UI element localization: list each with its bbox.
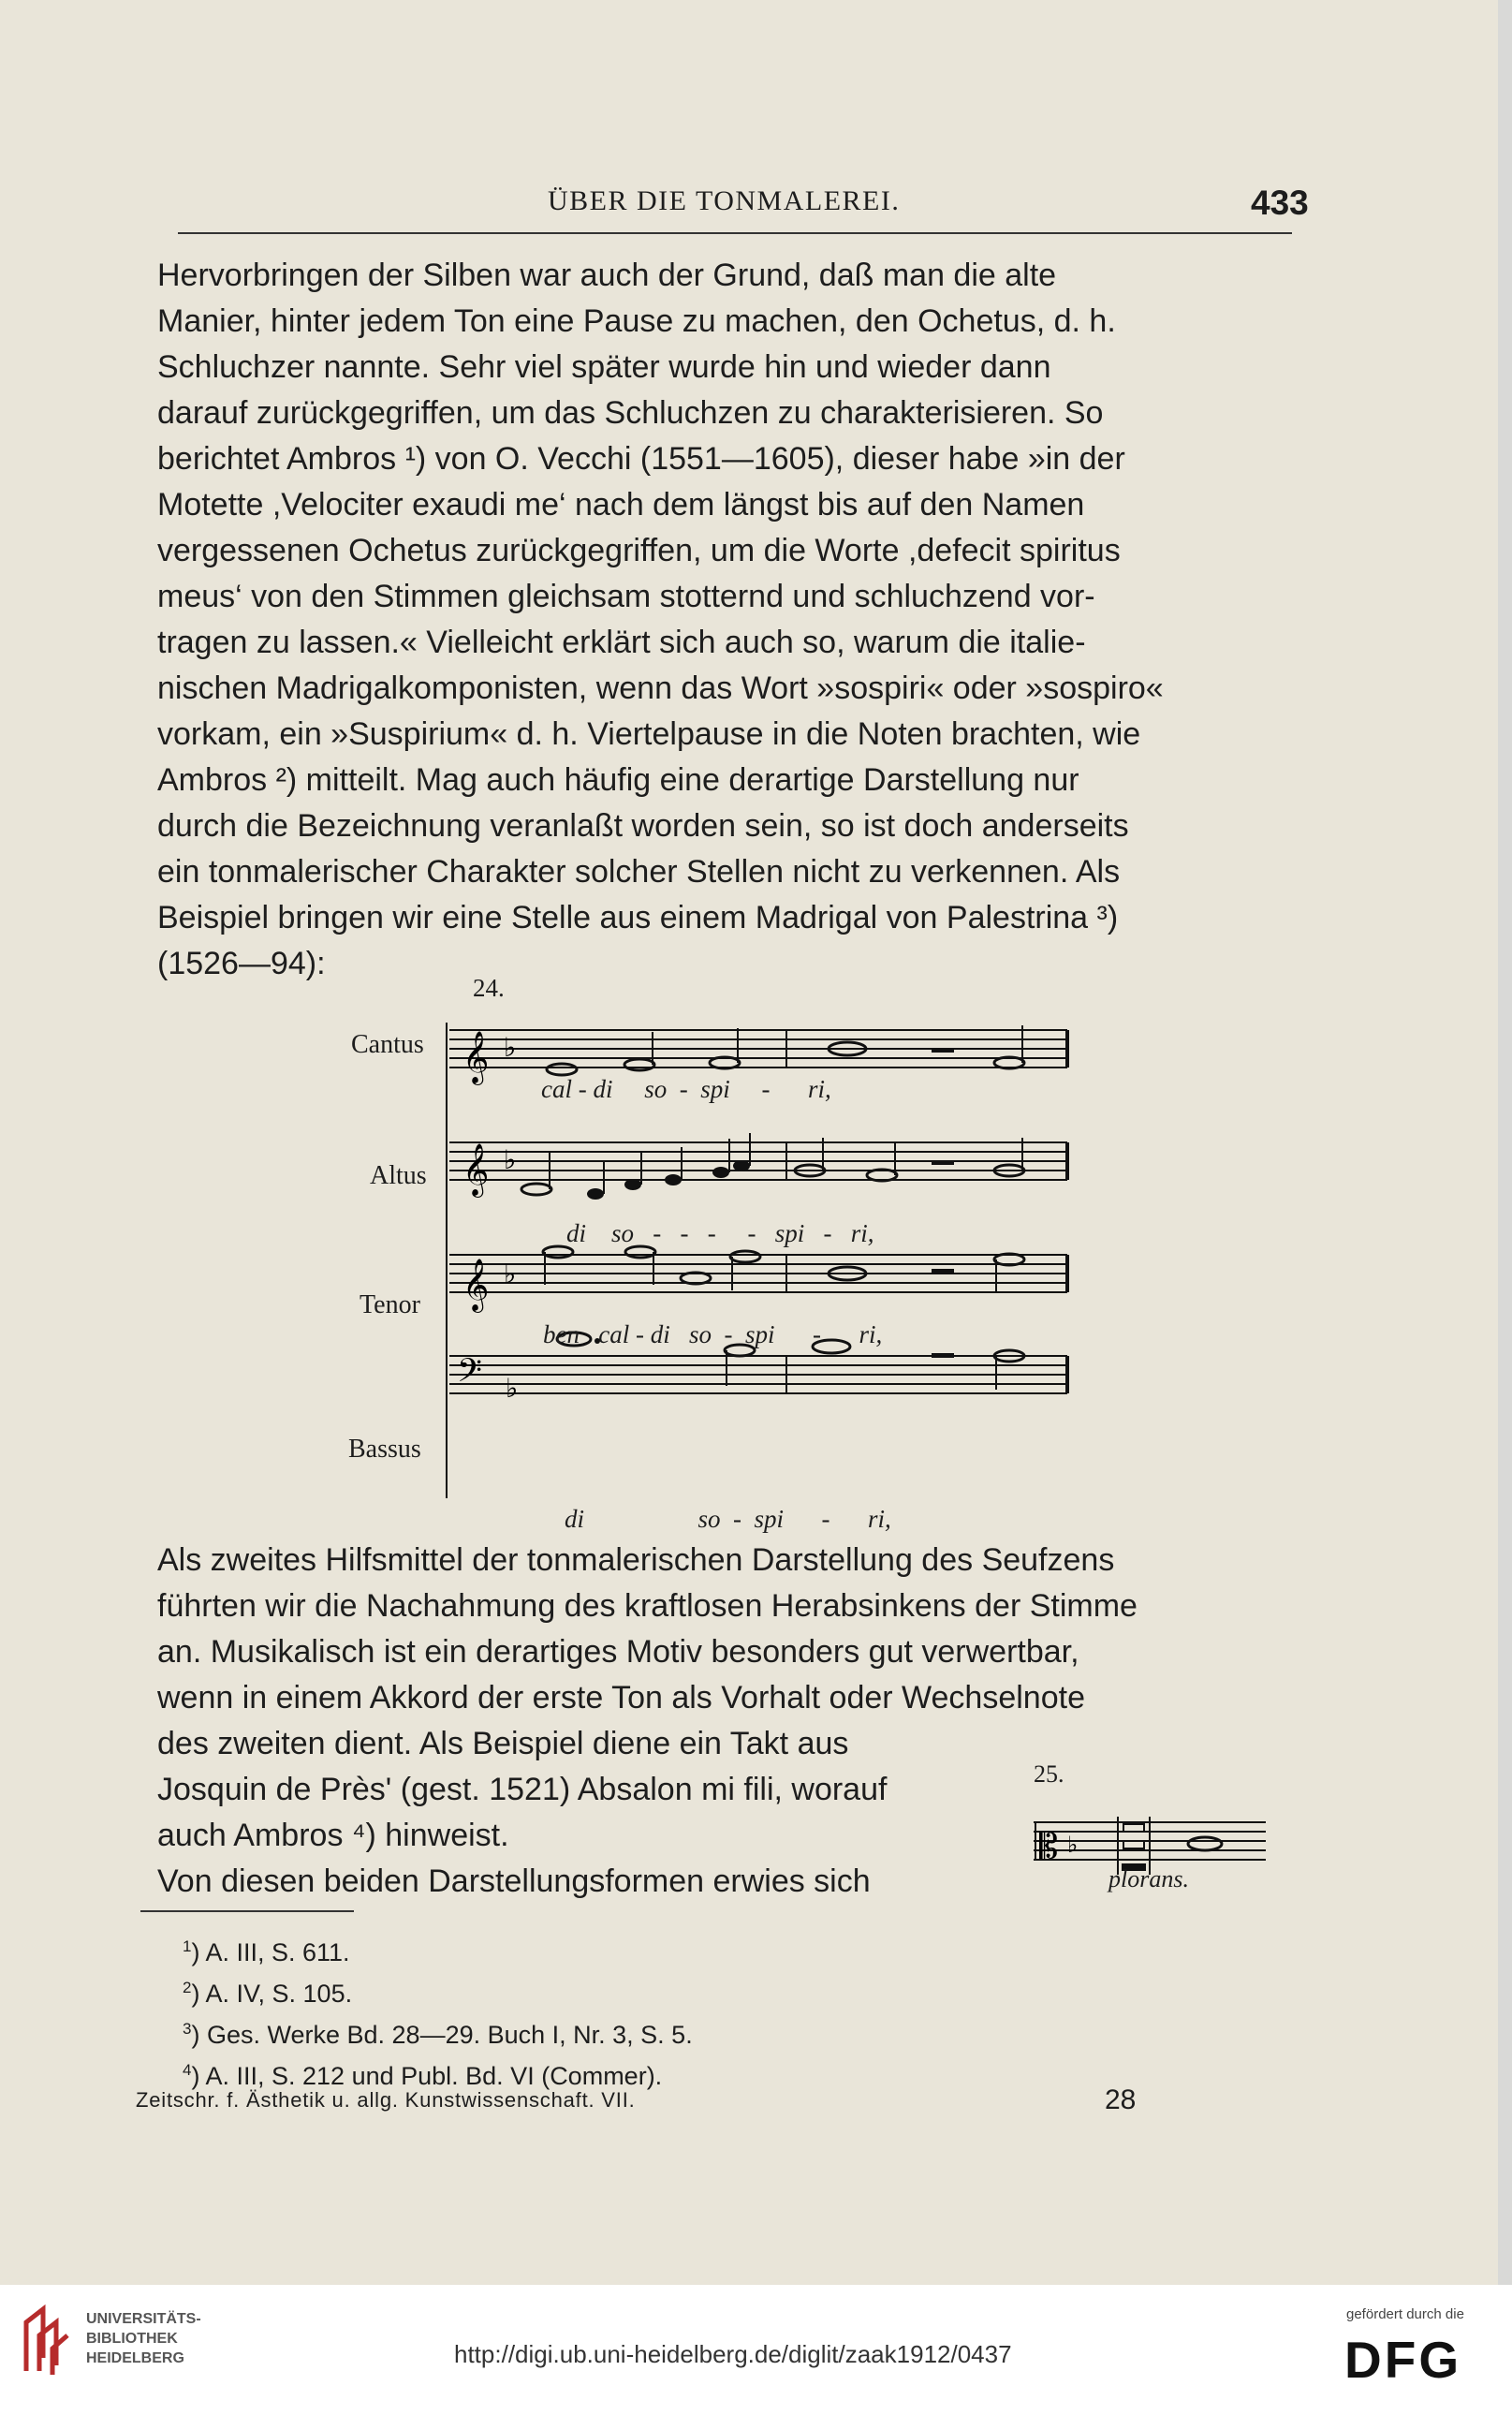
text-line: vergessenen Ochetus zurückgegriffen, um die Worte ,defecit spiritus	[157, 533, 1121, 568]
text-line: tragen zu lassen.« Vielleicht erklärt sich auch so, warum die italie-	[157, 625, 1086, 660]
altus-staff	[449, 1133, 1067, 1200]
journal-signature: Zeitschr. f. Ästhetik u. allg. Kunstwissenschaft. VII.	[136, 2088, 636, 2112]
lyrics-altus: di so - - - - spi - ri,	[566, 1219, 874, 1247]
text-line: (1526—94):	[157, 946, 326, 981]
example-lyric: plorans.	[1108, 1865, 1189, 1892]
text-line: führten wir die Nachahmung des kraftlosen Herabsinkens der Stimme	[157, 1588, 1138, 1624]
text-line: Hervorbringen der Silben war auch der Grund, daß man die alte	[157, 258, 1057, 293]
footnotes	[183, 1929, 693, 2094]
music-example-24	[337, 974, 1105, 1554]
text-line: Beispiel bringen wir eine Stelle aus einem Madrigal von Palestrina ³)	[157, 900, 1119, 935]
voice-name-cantus: Cantus	[351, 1030, 424, 1059]
footnote-3: $^3$) Ges. Werke Bd. 28—29. Buch I, Nr. 3, S. 5.	[183, 2020, 693, 2049]
sheet-number: 28	[1105, 2084, 1137, 2115]
text-line: darauf zurückgegriffen, um das Schluchzen zu charakterisieren. So	[157, 395, 1104, 431]
text-line: ein tonmalerischer Charakter solcher Stellen nicht zu verkennen. Als	[157, 854, 1121, 890]
text-line: Motette ,Velociter exaudi me‘ nach dem längst bis auf den Namen	[157, 487, 1085, 523]
text-line: Als zweites Hilfsmittel der tonmalerischen Darstellung des Seufzens	[157, 1542, 1115, 1578]
lyrics-cantus: cal - di so - spi - ri,	[541, 1075, 831, 1103]
text-line: durch die Bezeichnung veranlaßt worden sein, so ist doch anderseits	[157, 808, 1129, 844]
text-line: des zweiten dient. Als Beispiel diene ein Takt aus	[157, 1726, 849, 1761]
funding-note: gefördert durch die	[1346, 2306, 1464, 2322]
svg-text:♭: ♭	[1067, 1832, 1079, 1858]
svg-text:♭: ♭	[506, 1373, 519, 1404]
svg-text:♭: ♭	[504, 1032, 517, 1063]
measure-number: 24.	[473, 974, 505, 1002]
page-number: 433	[1251, 184, 1309, 222]
voice-name-tenor: Tenor	[360, 1290, 420, 1319]
text-line: an. Musikalisch ist ein derartiges Motiv besonders gut verwertbar,	[157, 1634, 1079, 1670]
lyrics-bassus: di so - spi - ri,	[565, 1505, 891, 1533]
svg-text:𝄢: 𝄢	[457, 1351, 483, 1397]
paragraph-2	[157, 1538, 1295, 1721]
university-library-logo	[19, 2304, 75, 2377]
digitization-footer	[0, 2285, 1512, 2415]
paragraph-3	[157, 1721, 1000, 1859]
lyrics-tenor: ben cal - di so - spi - ri,	[543, 1320, 883, 1348]
text-line: Josquin de Près' (gest. 1521) Absalon mi fili, worauf	[157, 1772, 888, 1807]
text-line: Ambros ²) mitteilt. Mag auch häufig eine derartige Darstellung nur	[157, 762, 1079, 798]
text-line: auch Ambros ⁴) hinweist.	[157, 1818, 509, 1853]
score-staves	[337, 974, 1105, 1554]
footnote-rule	[140, 1910, 354, 1912]
svg-text:𝄞: 𝄞	[462, 1031, 490, 1083]
footnote-1: $^1$) A. III, S. 611.	[183, 1937, 350, 1966]
library-name: UNIVERSITÄTS- BIBLIOTHEK HEIDELBERG	[86, 2311, 201, 2366]
text-line: meus‘ von den Stimmen gleichsam stotternd und schluchzend vor-	[157, 579, 1095, 614]
text-line: Manier, hinter jedem Ton eine Pause zu machen, den Ochetus, d. h.	[157, 303, 1116, 339]
svg-text:♭: ♭	[504, 1144, 517, 1175]
text-line: nischen Madrigalkomponisten, wenn das Wort »sospiri« oder »sospiro«	[157, 670, 1164, 706]
digitization-url[interactable]: http://digi.ub.uni-heidelberg.de/diglit/zaak1912/0437	[454, 2340, 1012, 2368]
svg-text:𝄞: 𝄞	[462, 1259, 490, 1311]
svg-text:𝄞: 𝄞	[462, 1143, 490, 1196]
dfg-logo: DFG	[1344, 2331, 1462, 2389]
svg-text:𝄡: 𝄡	[1039, 1828, 1059, 1866]
text-line: berichtet Ambros ¹) von O. Vecchi (1551—1605), dieser habe »in der	[157, 441, 1125, 477]
paragraph-4	[157, 1859, 1000, 1905]
measure-number: 25.	[1034, 1760, 1064, 1788]
text-line: Von diesen beiden Darstellungsformen erwies sich	[157, 1863, 871, 1899]
tenor-staff	[449, 1246, 1067, 1313]
voice-name-altus: Altus	[370, 1161, 427, 1190]
music-example-25	[1022, 1760, 1275, 1901]
voice-name-bassus: Bassus	[348, 1435, 421, 1464]
footnote-2: $^2$) A. IV, S. 105.	[183, 1979, 353, 2008]
text-line: wenn in einem Akkord der erste Ton als Vorhalt oder Wechselnote	[157, 1680, 1085, 1716]
header-rule	[178, 232, 1292, 234]
text-line: vorkam, ein »Suspirium« d. h. Viertelpause in die Noten brachten, wie	[157, 716, 1141, 752]
paragraph-1	[157, 253, 1295, 987]
text-line: Schluchzer nannte. Sehr viel später wurde hin und wieder dann	[157, 349, 1051, 385]
svg-text:♭: ♭	[504, 1259, 517, 1289]
footnote-4: $^4$) A. III, S. 212 und Publ. Bd. VI (Commer).	[183, 2061, 663, 2090]
running-title: ÜBER DIE TONMALEREI.	[548, 185, 901, 216]
